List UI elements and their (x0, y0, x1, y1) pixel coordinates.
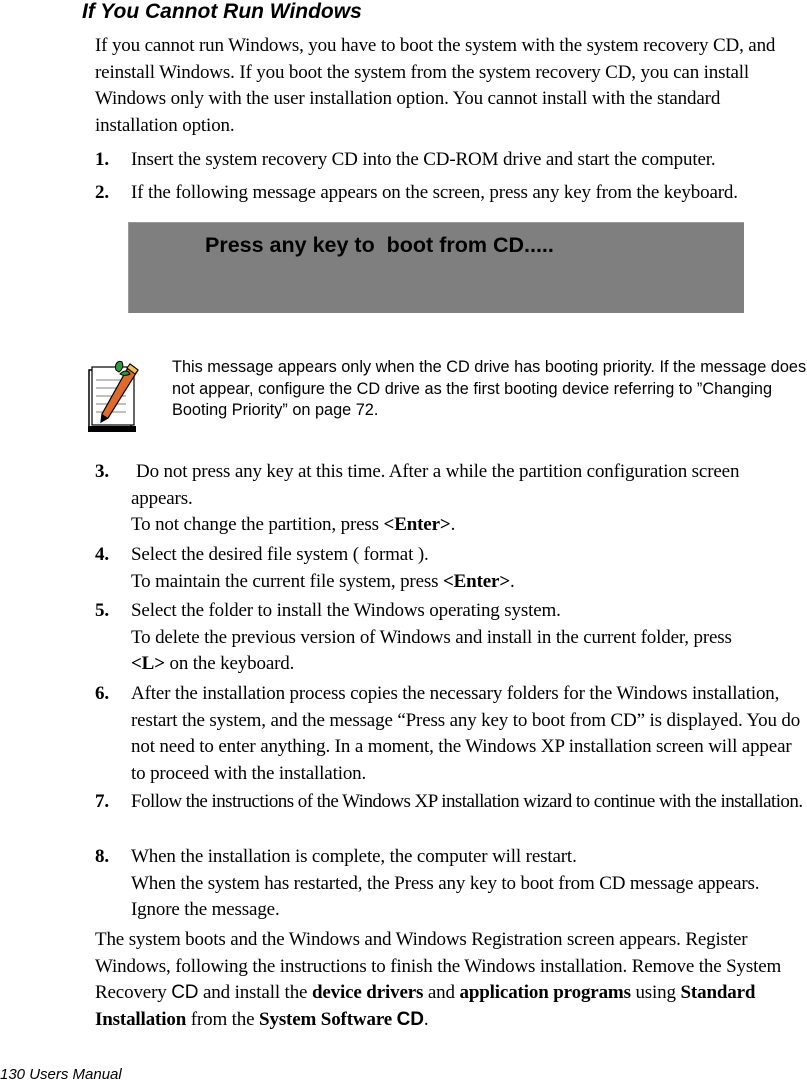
step-instruction-text: To not change the partition, press (131, 514, 379, 535)
step-number: 3. (95, 461, 109, 482)
closing-text: using (635, 982, 676, 1003)
closing-text: The system boots and the Windows and Windows Registration screen appears. Register Windows, following the instructions to finish the Windows installation. Remove the System Recovery (95, 929, 782, 1003)
step-text: When the installation is complete, the computer will restart. (131, 846, 577, 867)
closing-text: from the (190, 1008, 255, 1030)
step-text: Select the folder to install the Windows operating system. (131, 600, 561, 621)
intro-paragraph: If you cannot run Windows, you have to boot the system with the system recovery CD, and reinstall Windows. If you boot the system from the system recovery CD, you can install Windows only with the user installation option. You cannot install with the standard installation option. (95, 35, 776, 136)
device-drivers-label: device drivers (311, 982, 424, 1003)
step-7 (95, 789, 807, 816)
step-number: 8. (95, 846, 109, 867)
sentence-end: . (450, 514, 456, 535)
note-text: This message appears only when the CD drive has booting priority. If the message does not appear, configure the CD drive as the first booting device referring to ”Changing Booting Priority” on page 72. (172, 358, 807, 419)
cd-label: CD (171, 982, 199, 1003)
closing-text: and (427, 982, 455, 1003)
boot-message-text: Press any key to boot from CD..... (205, 233, 554, 257)
step-5 (95, 598, 807, 678)
step-instruction-text: on the keyboard. (169, 653, 295, 674)
step-8 (95, 844, 807, 924)
step-6 (95, 681, 807, 787)
system-software-label: System Software (259, 1008, 393, 1030)
l-key-label: <L> (131, 653, 165, 674)
page-title: If You Cannot Run Windows (82, 0, 362, 23)
step-number: 7. (95, 791, 109, 812)
enter-key-label: <Enter> (383, 514, 451, 535)
step-text: Follow the instructions of the Windows XP installation wizard to continue with the installation. (131, 791, 803, 812)
step-instruction (131, 569, 807, 596)
step-instruction-text: To maintain the current file system, press (131, 570, 439, 592)
boot-message-box (128, 222, 744, 313)
step-text-continued: When the system has restarted, the Press any key to boot from CD message appears. Ignore the message. (131, 872, 760, 920)
step-number: 2. (95, 182, 109, 203)
step-3 (95, 459, 807, 539)
note-pencil-icon (86, 360, 146, 436)
step-instruction (95, 512, 807, 539)
page-footer: 130 Users Manual (0, 1066, 122, 1083)
step-number: 4. (95, 544, 109, 565)
standard-installation-label: Standard Installation (95, 982, 756, 1030)
step-2 (95, 180, 807, 207)
step-text: If the following message appears on the screen, press any key from the keyboard. (131, 182, 738, 203)
step-instruction: To delete the previous version of Windows and install in the current folder, press (131, 626, 732, 648)
step-number: 6. (95, 683, 109, 704)
step-text: After the installation process copies the necessary folders for the Windows installation, restart the system, and the message “Press any key to boot from CD” is displayed. You do not need to enter anything. In a moment, the Windows XP installation screen will appear to proceed with the installation. (131, 683, 801, 784)
sentence-end: . (423, 1008, 429, 1030)
enter-key-label: <Enter> (442, 570, 511, 592)
application-programs-label: application programs (459, 982, 631, 1003)
step-instruction-continued (131, 651, 807, 678)
step-text-continued: appears. (131, 487, 193, 509)
closing-paragraph (95, 927, 807, 1033)
step-4 (95, 542, 807, 595)
step-text: Do not press any key at this time. After a while the partition configuration screen (136, 461, 740, 482)
step-number: 5. (95, 600, 109, 621)
step-number: 1. (95, 149, 109, 170)
sentence-end: . (510, 570, 515, 592)
step-1 (95, 147, 807, 174)
step-text: Select the desired file system ( format ). (131, 544, 429, 565)
closing-text: and install the (202, 982, 308, 1003)
cd-label: CD (396, 1008, 424, 1030)
step-text: Insert the system recovery CD into the CD-ROM drive and start the computer. (131, 149, 716, 170)
